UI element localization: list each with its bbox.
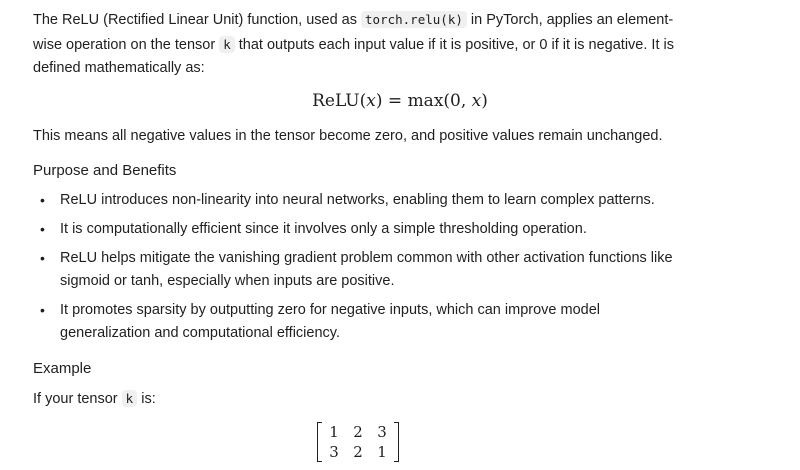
inline-code-k: k [219,36,235,53]
purpose-heading: Purpose and Benefits [33,162,177,179]
matrix-cell: 1 [329,423,339,441]
matrix-cell: 2 [353,423,363,441]
explanation-paragraph: This means all negative values in the tensor become zero, and positive values remain unchanged. [33,128,663,144]
example-heading: Example [33,360,92,377]
inline-code-torch-relu: torch.relu(k) [361,11,467,28]
matrix-row [322,442,394,462]
list-item: • It is computationally efficient since it involves only a simple thresholding operation. [33,218,683,241]
matrix-cell: 3 [377,423,387,441]
example-paragraph: If your tensor k is: [33,391,156,407]
inline-code-k: k [122,390,138,407]
matrix-table [322,422,394,462]
bullet-icon: • [40,302,45,318]
relu-formula: ReLU(x) = max(0, x) [312,91,488,111]
list-item: • ReLU helps mitigate the vanishing gradient problem common with other activation functions like sigmoid or tanh, especially when inputs are positive. [33,247,683,293]
matrix-cell: 2 [353,443,363,461]
benefits-list [33,189,683,351]
matrix-row [322,422,394,442]
list-item: • It promotes sparsity by outputting zero for negative inputs, which can improve model generalization and computational efficiency. [33,299,683,345]
matrix-cell: 3 [329,443,339,461]
bullet-icon: • [40,221,45,237]
intro-paragraph: The ReLU (Rectified Linear Unit) function, used as torch.relu(k) in PyTorch, applies an element-wise operation on the tensor k that outputs each input value if it is positive, or 0 if it is negative. It is defined mathematically as: [33,12,674,76]
tensor-matrix [317,422,399,462]
matrix-right-bracket [394,422,399,462]
matrix-cell: 1 [377,443,387,461]
list-item: • ReLU introduces non-linearity into neural networks, enabling them to learn complex patterns. [33,189,683,212]
bullet-icon: • [40,192,45,208]
bullet-icon: • [40,250,45,266]
